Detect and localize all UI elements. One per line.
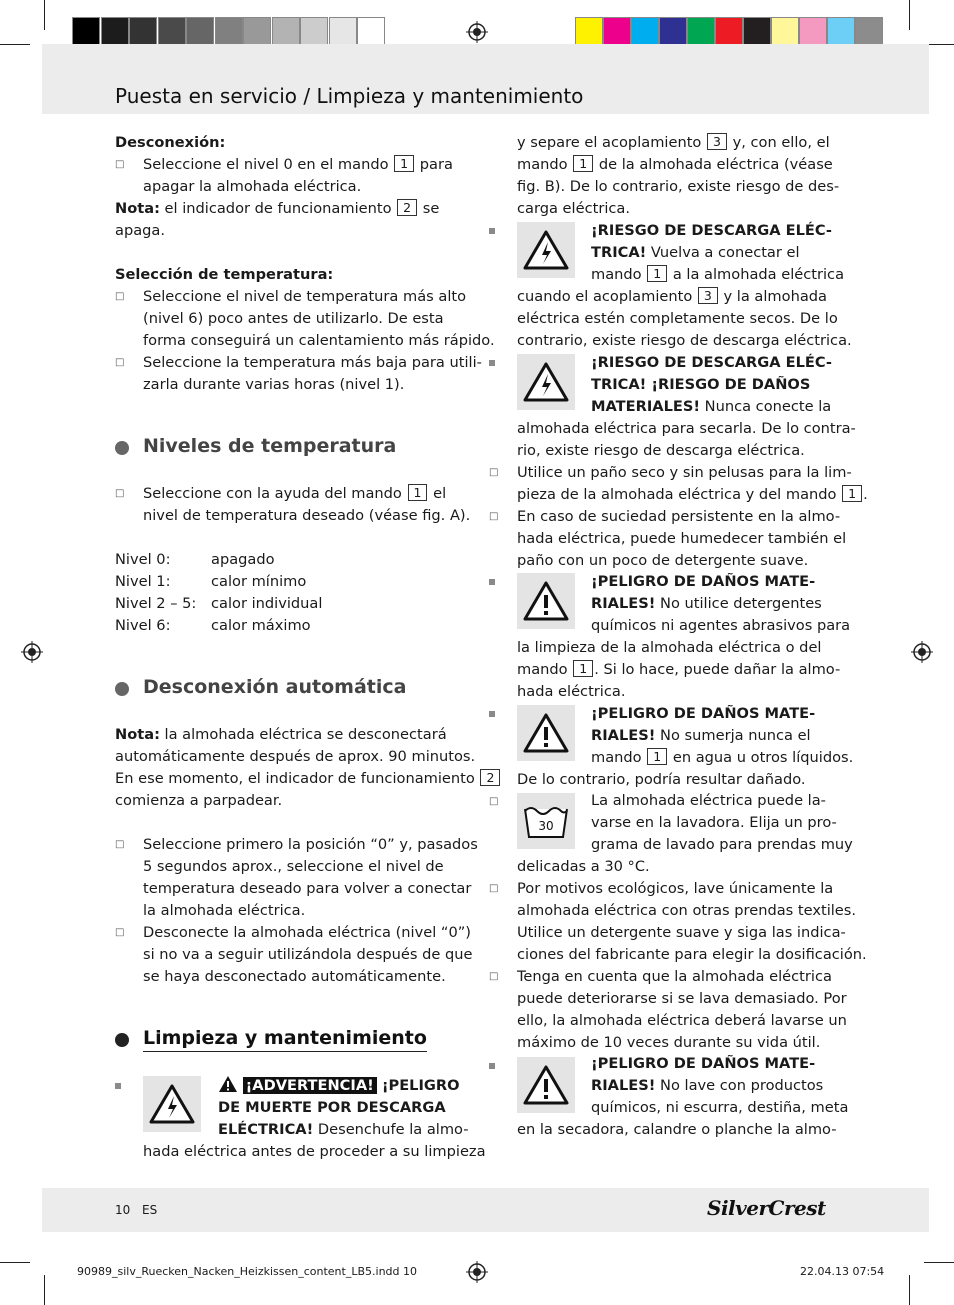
nota-line: Nota: el indicador de funcionamiento 2 se [115, 200, 440, 217]
desc-item-line: Seleccione el nivel 0 en el mando 1 para [143, 156, 453, 173]
w3-line: hada eléctrica. [517, 683, 626, 700]
sel-item-line: zarla durante varias horas (nivel 1). [143, 376, 405, 393]
seleccion-title: Selección de temperatura: [115, 266, 334, 283]
print-date: 22.04.13 07:54 [800, 1265, 885, 1278]
square-bullet [115, 1083, 121, 1089]
gray-swatch [158, 17, 186, 46]
adv-line: DE MUERTE POR DESCARGA [218, 1099, 446, 1116]
i2-line: En caso de suciedad persistente en la almo- [517, 508, 841, 525]
process-swatch [715, 17, 743, 46]
advertencia-label: ¡ADVERTENCIA! [243, 1077, 377, 1094]
level-desc: calor mínimo [211, 573, 307, 590]
nota2-line: automáticamente después de aprox. 90 minutos. [115, 748, 476, 765]
w1-line: contrario, existe riesgo de descarga eléctrica. [517, 332, 852, 349]
electric-warning-icon [143, 1076, 201, 1132]
i3-line: grama de lavado para prendas muy [591, 836, 853, 853]
square-bullet [489, 711, 495, 717]
nota2-line: En ese momento, el indicador de funcionamiento 2 [115, 768, 501, 790]
gray-swatch [101, 17, 129, 46]
auto-item-line: Desconecte la almohada eléctrica (nivel “0”) [143, 924, 472, 941]
niveles-item-line: Seleccione con la ayuda del mando 1 el [143, 485, 447, 502]
cont-line: carga eléctrica. [517, 200, 630, 217]
section-bullet [115, 682, 129, 696]
caution-warning-icon [517, 705, 575, 761]
w1-line: TRICA! Vuelva a conectar el [591, 244, 800, 261]
brand-logo: SilverCrest [707, 1196, 826, 1220]
checkbox-bullet: □ [115, 291, 125, 302]
w3-line: mando 1 . Si lo hace, puede dañar la almo- [517, 661, 841, 678]
auto-item-line: 5 segundos aprox., seleccione el nivel de [143, 858, 444, 875]
square-bullet [489, 228, 495, 234]
i3-line: La almohada eléctrica puede la- [591, 792, 826, 809]
adv-line: ¡ADVERTENCIA! ¡PELIGRO [218, 1075, 460, 1097]
cont-line: y separe el acoplamiento 3 y, con ello, el [517, 134, 830, 151]
registration-mark-icon [21, 641, 43, 663]
w2-line: TRICA! ¡RIESGO DE DAÑOS [591, 376, 811, 393]
process-swatch [855, 17, 883, 46]
level-desc: apagado [211, 551, 275, 568]
gray-swatch [243, 17, 271, 46]
sel-item-line: (nivel 6) poco antes de utilizarlo. De esta [143, 310, 444, 327]
i1-line: pieza de la almohada eléctrica y del mando 1 . [517, 486, 868, 503]
gray-swatch [357, 17, 385, 46]
caution-warning-icon [517, 573, 575, 629]
w1-line: ¡RIESGO DE DESCARGA ELÉC- [591, 222, 832, 239]
cont-line: fig. B). De lo contrario, existe riesgo de des- [517, 178, 840, 195]
checkbox-bullet: □ [489, 971, 499, 982]
w5-line: químicos, ni escurra, destiña, meta [591, 1099, 849, 1116]
i5-line: puede deteriorarse si se lava demasiado. Por [517, 990, 847, 1007]
process-swatch [575, 17, 603, 46]
process-swatch [799, 17, 827, 46]
level-name: Nivel 0: [115, 551, 171, 568]
checkbox-bullet: □ [115, 839, 125, 850]
language-code: ES [142, 1203, 158, 1217]
w4-line: RIALES! No sumerja nunca el [591, 727, 811, 744]
square-bullet [489, 360, 495, 366]
level-desc: calor individual [211, 595, 323, 612]
checkbox-bullet: □ [115, 159, 125, 170]
w2-line: MATERIALES! Nunca conecte la [591, 398, 832, 415]
file-info: 90989_silv_Ruecken_Nacken_Heizkissen_content_LB5.indd 10 [77, 1265, 418, 1278]
adv-line: hada eléctrica antes de proceder a su limpieza [143, 1143, 486, 1160]
sel-item-line: forma conseguirá un calentamiento más rápido. [143, 332, 495, 349]
i4-line: ciones del fabricante para elegir la dosificación. [517, 946, 867, 963]
registration-mark-icon [911, 641, 933, 663]
w4-line: De lo contrario, podría resultar dañado. [517, 771, 806, 788]
i5-line: Tenga en cuenta que la almohada eléctrica [517, 968, 832, 985]
square-bullet [489, 579, 495, 585]
w5-line: en la secadora, calandre o planche la almo- [517, 1121, 837, 1138]
i2-line: paño con un poco de detergente suave. [517, 552, 809, 569]
level-name: Nivel 6: [115, 617, 171, 634]
level-name: Nivel 2 – 5: [115, 595, 197, 612]
i5-line: máximo de 10 veces durante su vida útil. [517, 1034, 821, 1051]
gray-swatch [129, 17, 157, 46]
auto-item-line: la almohada eléctrica. [143, 902, 306, 919]
i4-line: Utilice un detergente suave y siga las indica- [517, 924, 846, 941]
gray-swatch [72, 17, 100, 46]
i1-line: Utilice un paño seco y sin pelusas para la lim- [517, 464, 852, 481]
page-title: Puesta en servicio / Limpieza y mantenimiento [115, 84, 584, 108]
caution-warning-icon [517, 1057, 575, 1113]
checkbox-bullet: □ [115, 488, 125, 499]
niveles-heading: Niveles de temperatura [143, 435, 397, 457]
i3-line: varse en la lavadora. Elija un pro- [591, 814, 837, 831]
desc-item-line: apagar la almohada eléctrica. [143, 178, 362, 195]
i5-line: ello, la almohada eléctrica deberá lavarse un [517, 1012, 847, 1029]
process-swatch [771, 17, 799, 46]
limpieza-heading: Limpieza y mantenimiento [143, 1027, 427, 1052]
i2-line: hada eléctrica, puede humedecer también el [517, 530, 847, 547]
checkbox-bullet: □ [115, 357, 125, 368]
sel-item-line: Seleccione la temperatura más baja para utili- [143, 354, 482, 371]
w2-line: ¡RIESGO DE DESCARGA ELÉC- [591, 354, 832, 371]
wash-30-icon [517, 793, 575, 849]
cont-line: mando 1 de la almohada eléctrica (véase [517, 156, 833, 173]
electric-warning-icon [517, 222, 575, 278]
w3-line: ¡PELIGRO DE DAÑOS MATE- [591, 573, 816, 590]
square-bullet [489, 1063, 495, 1069]
niveles-item-line: nivel de temperatura deseado (véase fig. A). [143, 507, 471, 524]
nota2-line: Nota: la almohada eléctrica se desconectará [115, 726, 447, 743]
auto-item-line: temperatura deseado para volver a conectar [143, 880, 472, 897]
i4-line: Por motivos ecológicos, lave únicamente la [517, 880, 834, 897]
checkbox-bullet: □ [489, 511, 499, 522]
process-swatch [631, 17, 659, 46]
gray-swatch [329, 17, 357, 46]
nota2-line: comienza a parpadear. [115, 792, 283, 809]
auto-heading: Desconexión automática [143, 676, 407, 698]
desconexion-title: Desconexión: [115, 134, 226, 151]
nota-line: apaga. [115, 222, 165, 239]
level-name: Nivel 1: [115, 573, 171, 590]
checkbox-bullet: □ [489, 467, 499, 478]
process-swatch [743, 17, 771, 46]
gray-swatch [215, 17, 243, 46]
process-swatch [603, 17, 631, 46]
w1-line: eléctrica estén completamente secos. De lo [517, 310, 838, 327]
process-swatch [659, 17, 687, 46]
page-number: 10 [115, 1203, 131, 1217]
w4-line: mando 1 en agua u otros líquidos. [591, 749, 854, 766]
i3-line: delicadas a 30 °C. [517, 858, 650, 875]
gray-swatch [186, 17, 214, 46]
electric-warning-icon [517, 354, 575, 410]
checkbox-bullet: □ [489, 883, 499, 894]
svg-text:30: 30 [538, 819, 554, 833]
adv-line: ELÉCTRICA! Desenchufe la almo- [218, 1121, 469, 1138]
process-swatch [687, 17, 715, 46]
auto-item-line: si no va a seguir utilizándola después de que [143, 946, 473, 963]
gray-swatch [272, 17, 300, 46]
w1-line: cuando el acoplamiento 3 y la almohada [517, 288, 827, 305]
w2-line: almohada eléctrica para secarla. De lo contra- [517, 420, 856, 437]
checkbox-bullet: □ [489, 796, 499, 807]
w1-line: mando 1 a la almohada eléctrica [591, 266, 845, 283]
process-swatch [827, 17, 855, 46]
i4-line: almohada eléctrica con otras prendas textiles. [517, 902, 857, 919]
w3-line: RIALES! No utilice detergentes [591, 595, 822, 612]
warning-triangle-icon [218, 1075, 238, 1093]
level-desc: calor máximo [211, 617, 311, 634]
w5-line: ¡PELIGRO DE DAÑOS MATE- [591, 1055, 816, 1072]
w3-line: la limpieza de la almohada eléctrica o del [517, 639, 822, 656]
auto-item-line: se haya desconectado automáticamente. [143, 968, 446, 985]
section-bullet [115, 1033, 129, 1047]
registration-mark-icon [466, 21, 488, 43]
w2-line: rio, existe riesgo de descarga eléctrica. [517, 442, 805, 459]
w4-line: ¡PELIGRO DE DAÑOS MATE- [591, 705, 816, 722]
checkbox-bullet: □ [115, 927, 125, 938]
section-bullet [115, 441, 129, 455]
auto-item-line: Seleccione primero la posición “0” y, pasados [143, 836, 478, 853]
registration-mark-icon [466, 1261, 488, 1283]
w3-line: químicos ni agentes abrasivos para [591, 617, 851, 634]
w5-line: RIALES! No lave con productos [591, 1077, 824, 1094]
sel-item-line: Seleccione el nivel de temperatura más alto [143, 288, 467, 305]
gray-swatch [300, 17, 328, 46]
